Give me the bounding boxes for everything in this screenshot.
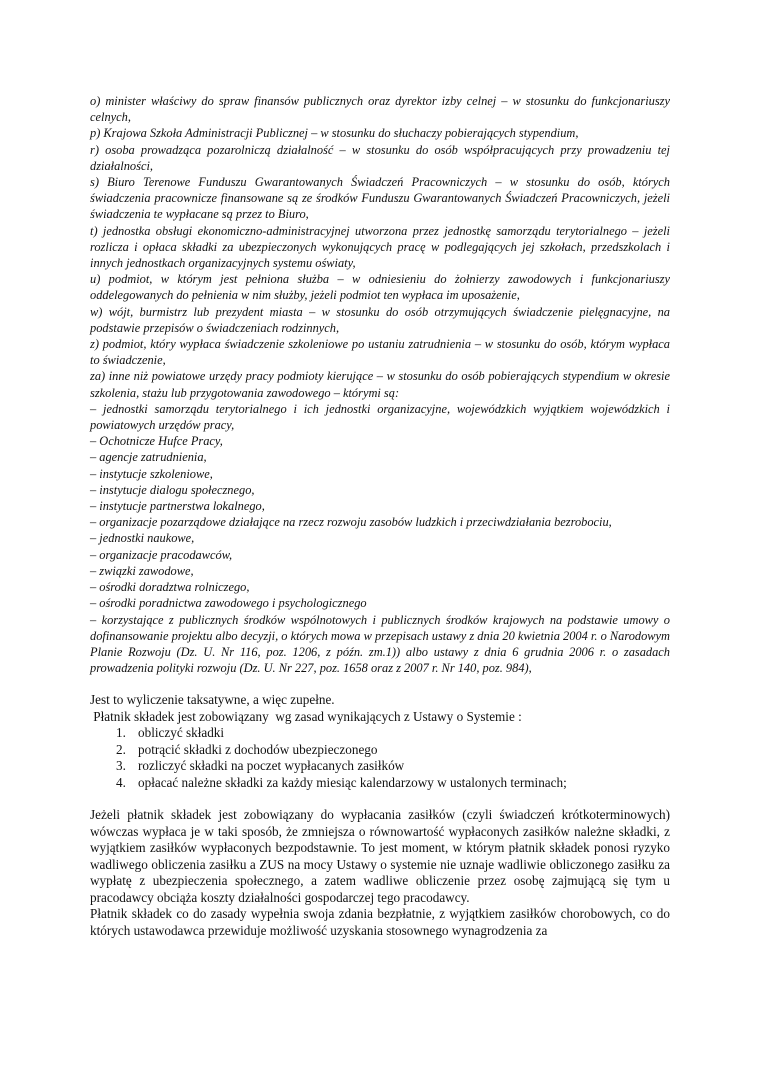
main-text <box>90 692 670 939</box>
body-paragraph: Jeżeli płatnik składek jest zobowiązany do wypłacania zasiłków (czyli świadczeń krótkoterminowych) wówczas wypłaca je w taki sposób, że zmniejsza o równowartość wypłaconych zasiłków należne składki, z wyjątkiem zasiłków wypłaconych bezpodstawnie. To jest moment, w którym płatnik składek ponosi ryzyko wadliwego obliczenia zasiłku a ZUS na mocy Ustawy o systemie nie uznaje wadliwie obliczonego zasiłku za wypłatę z ubezpieczenia społecznego, a zatem wadliwe obliczenie przez osobę zajmującą się tym u pracodawcy obciąża koszty działalności gospodarczej tego pracodawcy. <box>90 807 670 905</box>
list-item: – związki zawodowe, <box>90 563 194 578</box>
spacer <box>90 676 670 692</box>
list-item: s) Biuro Terenowe Funduszu Gwarantowanych Świadczeń Pracowniczych – w stosunku do osób, których świadczenia pracownicze finansowane są ze środków Funduszu Gwarantowanych Świadczeń Pracowniczych, jeżeli świadczenia te wypłacane są przez to Biuro, <box>90 175 670 222</box>
list-item: – jednostki samorządu terytorialnego i ich jednostki organizacyjne, wojewódzkich wyjątkiem wojewódzkich i powiatowych urzędów pracy, <box>90 401 670 433</box>
duty-text: obliczyć składki <box>138 725 225 741</box>
list-item: – jednostki naukowe, <box>90 531 195 546</box>
duty-item <box>116 758 670 775</box>
list-item: z) podmiot, który wypłaca świadczenie szkoleniowe po ustaniu zatrudnienia – w stosunku do osób, którym wypłaca to świadczenie, <box>90 337 670 368</box>
list-item: – organizacje pracodawców, <box>90 547 233 562</box>
list-item: – instytucje szkoleniowe, <box>90 466 213 481</box>
list-item: t) jednostka obsługi ekonomiczno-administracyjnej utworzona przez jednostkę samorządu terytorialnego – jeżeli rozlicza i opłaca składki za ubezpieczonych wykonujących pracę w podlegających jej szkołach, przedszkolach i innych jednostkach organizacyjnych systemu oświaty, <box>90 223 670 271</box>
document-page <box>90 93 670 939</box>
list-item: u) podmiot, w którym jest pełniona służba – w odniesieniu do żołnierzy zawodowych i funkcjonariuszy oddelegowanych do pełnienia w nim służby, jeżeli podmiot ten wypłaca im uposażenie, <box>90 272 670 303</box>
list-item: p) Krajowa Szkoła Administracji Publicznej – w stosunku do słuchaczy pobierających stypendium, <box>90 126 579 141</box>
body-paragraph: Płatnik składek co do zasady wypełnia swoja zdania bezpłatnie, z wyjątkiem zasiłków chorobowych, co do których ustawodawca przewiduje możliwość uzyskania stosownego wynagrodzenia za <box>90 906 670 938</box>
duty-item <box>116 725 670 742</box>
list-item: – instytucje partnerstwa lokalnego, <box>90 499 265 514</box>
list-item: – korzystające z publicznych środków wspólnotowych i publicznych środków krajowych na podstawie umowy o dofinansowanie projektu albo decyzji, o których mowa w przepisach ustawy z dnia 20 kwietnia 2004 r. o Narodowym Planie Rozwoju (Dz. U. Nr 116, poz. 1206, z późn. zm.1)) albo ustawy z dnia 6 grudnia 2006 r. o zasadach prowadzenia polityki rozwoju (Dz. U. Nr 227, poz. 1658 oraz z 2007 r. Nr 140, poz. 984), <box>90 612 670 676</box>
list-item: o) minister właściwy do spraw finansów publicznych oraz dyrektor izby celnej – w stosunku do funkcjonariuszy celnych, <box>90 94 670 125</box>
list-item: – organizacje pozarządowe działające na rzecz rozwoju zasobów ludzkich i przeciwdziałania bezrobociu, <box>90 515 612 530</box>
list-item: – ośrodki doradztwa rolniczego, <box>90 580 250 595</box>
duty-text: rozliczyć składki na poczet wypłacanych zasiłków <box>138 758 405 774</box>
payer-list <box>90 93 670 676</box>
duty-item <box>116 774 670 792</box>
list-item: za) inne niż powiatowe urzędy pracy podmioty kierujące – w stosunku do osób pobierających stypendium w okresie szkolenia, stażu lub przygotowania zawodowego – którymi są: <box>90 369 670 400</box>
duty-number: 3. <box>116 758 126 774</box>
duty-item <box>116 741 670 759</box>
list-item: – instytucje dialogu społecznego, <box>90 482 255 497</box>
list-item: – agencje zatrudnienia, <box>90 450 207 465</box>
list-item: r) osoba prowadząca pozarolniczą działalność – w stosunku do osób współpracujących przy prowadzeniu tej działalności, <box>90 142 670 173</box>
list-item: – Ochotnicze Hufce Pracy, <box>90 434 223 449</box>
duty-text: potrącić składki z dochodów ubezpieczonego <box>138 741 378 757</box>
duty-text: opłacać należne składki za każdy miesiąc kalendarzowy w ustalonych terminach; <box>138 774 567 790</box>
duty-number: 2. <box>116 741 126 757</box>
list-item: – ośrodki poradnictwa zawodowego i psychologicznego <box>90 596 367 611</box>
duties-intro: Płatnik składek jest zobowiązany wg zasad wynikających z Ustawy o Systemie : <box>90 708 522 724</box>
list-item: w) wójt, burmistrz lub prezydent miasta – w stosunku do osób otrzymujących świadczenie pielęgnacyjne, na podstawie przepisów o świadczeniach rodzinnych, <box>90 304 670 335</box>
summary-sentence: Jest to wyliczenie taksatywne, a więc zupełne. <box>90 692 335 708</box>
duty-number: 1. <box>116 725 126 741</box>
duty-number: 4. <box>116 774 126 790</box>
duties-list <box>90 725 670 791</box>
spacer <box>90 791 670 807</box>
